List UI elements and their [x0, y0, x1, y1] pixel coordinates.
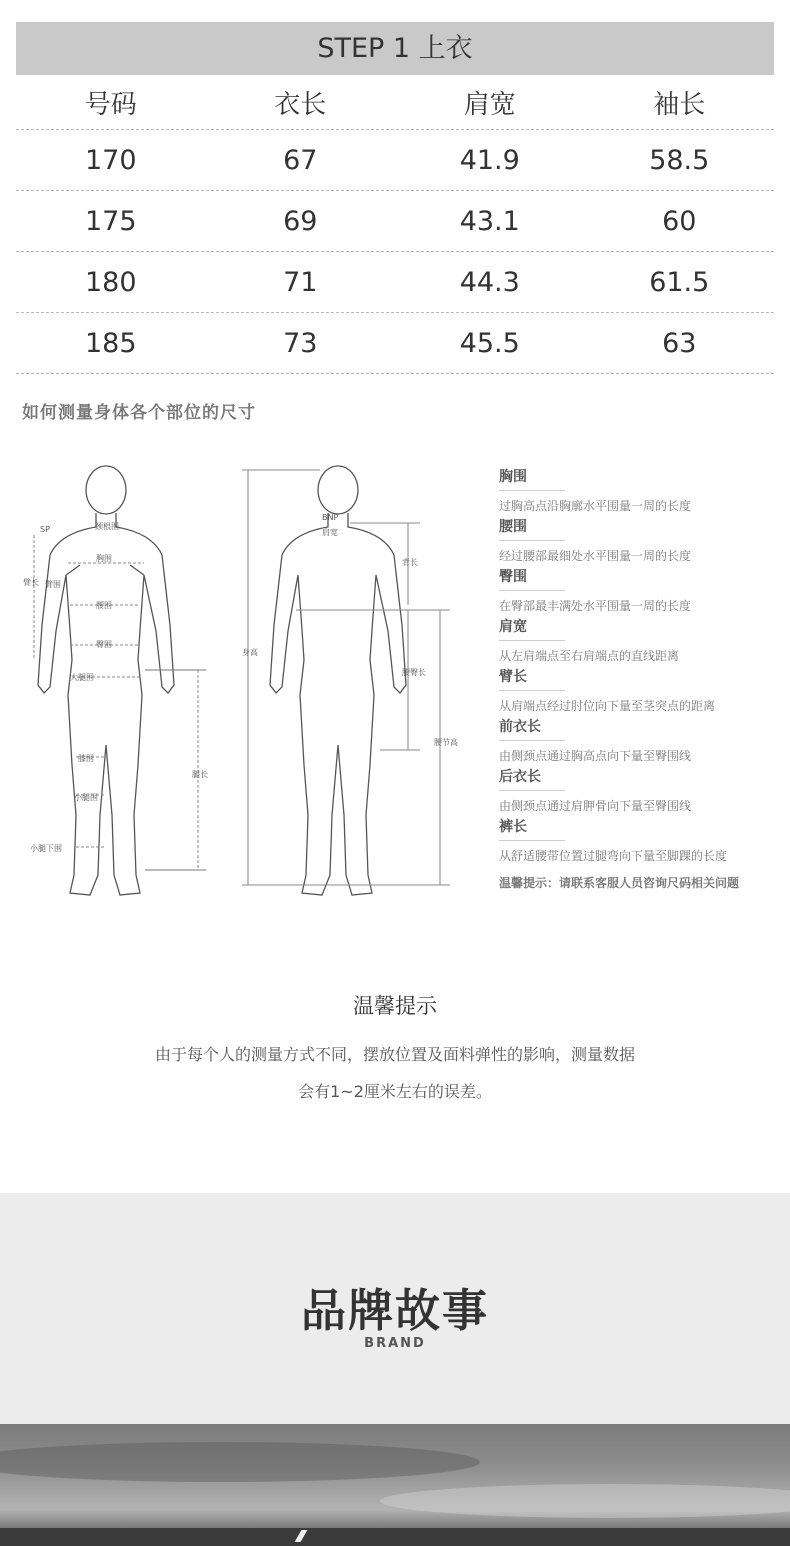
tips-line-2: 会有1~2厘米左右的误差。 [298, 1082, 492, 1101]
definition-item [499, 616, 784, 666]
size-table-title: STEP 1 上衣 [16, 22, 774, 75]
body-diagram [20, 455, 490, 905]
brand-title: 品牌故事 [300, 1284, 489, 1337]
photo-horizon [0, 1528, 790, 1546]
table-row [16, 313, 774, 374]
definition-item [499, 516, 784, 566]
cell-length: 69 [283, 205, 318, 237]
definition-desc: 从左肩端点至右肩端点的直线距离 [499, 649, 680, 663]
definition-term: 肩宽 [499, 616, 565, 641]
back-figure-labels [242, 513, 458, 747]
definition-desc: 从肩端点经过肘位向下量至茎突点的距离 [499, 699, 716, 713]
cell-length: 67 [283, 144, 318, 176]
label-front-thigh: 大腿围 [70, 673, 94, 682]
definition-desc: 经过腰部最细处水平围量一周的长度 [499, 549, 692, 563]
label-front-arm: 臂长 [23, 578, 39, 587]
label-back-shoulder: 肩宽 [322, 528, 338, 537]
definition-item [499, 666, 784, 716]
column-header-sleeve: 袖长 [653, 89, 706, 120]
label-front-waist: 腰围 [96, 601, 112, 610]
cell-size: 185 [84, 327, 137, 359]
table-row [16, 130, 774, 191]
label-front-inseam: 腿长 [192, 770, 208, 779]
definition-term: 前衣长 [499, 716, 565, 741]
cell-shoulder: 45.5 [459, 327, 520, 359]
definition-item [499, 766, 784, 816]
definition-term: 臀围 [499, 566, 565, 591]
measurement-definitions [499, 466, 784, 891]
definition-term: 裤长 [499, 816, 565, 841]
measure-guide-title: 如何测量身体各个部位的尺寸 [22, 403, 256, 423]
definition-term: 后衣长 [499, 766, 565, 791]
cell-shoulder: 41.9 [459, 144, 520, 176]
label-front-hip: 臀围 [96, 640, 112, 649]
cell-size: 170 [84, 144, 137, 176]
definition-item [499, 816, 784, 866]
cell-shoulder: 44.3 [459, 266, 520, 298]
label-front-chest: 胸围 [96, 554, 112, 563]
cell-size: 175 [84, 205, 137, 237]
label-back-bnp: BNP [322, 513, 339, 522]
cell-size: 180 [84, 266, 137, 298]
cell-sleeve: 61.5 [649, 266, 710, 298]
cell-length: 71 [283, 266, 318, 298]
cell-sleeve: 63 [662, 327, 697, 359]
table-row [16, 191, 774, 252]
table-header-row [16, 75, 774, 130]
label-front-ankle: 小腿下围 [30, 844, 62, 853]
table-row [16, 252, 774, 313]
definition-item [499, 716, 784, 766]
label-front-neck: 颈根围 [95, 522, 119, 531]
size-table [16, 75, 774, 374]
photo-cloud [380, 1484, 790, 1518]
front-figure-labels [23, 521, 208, 853]
brand-photo [0, 1424, 790, 1546]
label-front-calf: 小腿围 [74, 793, 98, 802]
definition-desc: 由侧颈点通过胸高点向下量至臀围线 [499, 749, 692, 763]
label-front-armhole: 臂围 [45, 580, 61, 589]
column-header-length: 衣长 [274, 89, 327, 120]
cell-length: 73 [283, 327, 318, 359]
back-body-outline [270, 466, 406, 895]
definition-item [499, 566, 784, 616]
cell-sleeve: 60 [662, 205, 697, 237]
definition-term: 臂长 [499, 666, 565, 691]
brand-section [0, 1193, 790, 1424]
definition-desc: 过胸高点沿胸廓水平围量一周的长度 [499, 499, 692, 513]
cell-shoulder: 43.1 [459, 205, 520, 237]
back-measure-lines [242, 470, 450, 885]
brand-subtitle: BRAND [364, 1336, 426, 1351]
definition-term: 腰围 [499, 516, 565, 541]
cell-sleeve: 58.5 [649, 144, 710, 176]
definition-desc: 在臀部最丰满处水平围量一周的长度 [499, 599, 692, 613]
label-sp: SP [40, 525, 50, 534]
tips-title: 温馨提示 [353, 994, 437, 1018]
label-front-knee: 膝围 [78, 754, 94, 763]
body-measurement-figure [20, 455, 490, 905]
size-help-note: 温馨提示：请联系客服人员咨询尺码相关问题 [499, 876, 740, 890]
label-back-waist-length: 腰节高 [434, 738, 458, 747]
label-back-height: 身高 [242, 648, 258, 657]
label-back-waist-hip: 腰臀长 [402, 668, 426, 677]
definition-desc: 由侧颈点通过肩胛骨向下量至臀围线 [499, 799, 692, 813]
definition-item [499, 466, 784, 516]
tips-line-1: 由于每个人的测量方式不同，摆放位置及面料弹性的影响，测量数据 [154, 1045, 635, 1064]
definition-desc: 从舒适腰带位置过腿弯向下量至脚踝的长度 [499, 849, 728, 863]
label-back-back-length: 背长 [402, 558, 418, 567]
column-header-size: 号码 [84, 89, 137, 120]
photo-cloud [0, 1442, 480, 1482]
definition-term: 胸围 [499, 466, 565, 491]
column-header-shoulder: 肩宽 [463, 89, 516, 120]
